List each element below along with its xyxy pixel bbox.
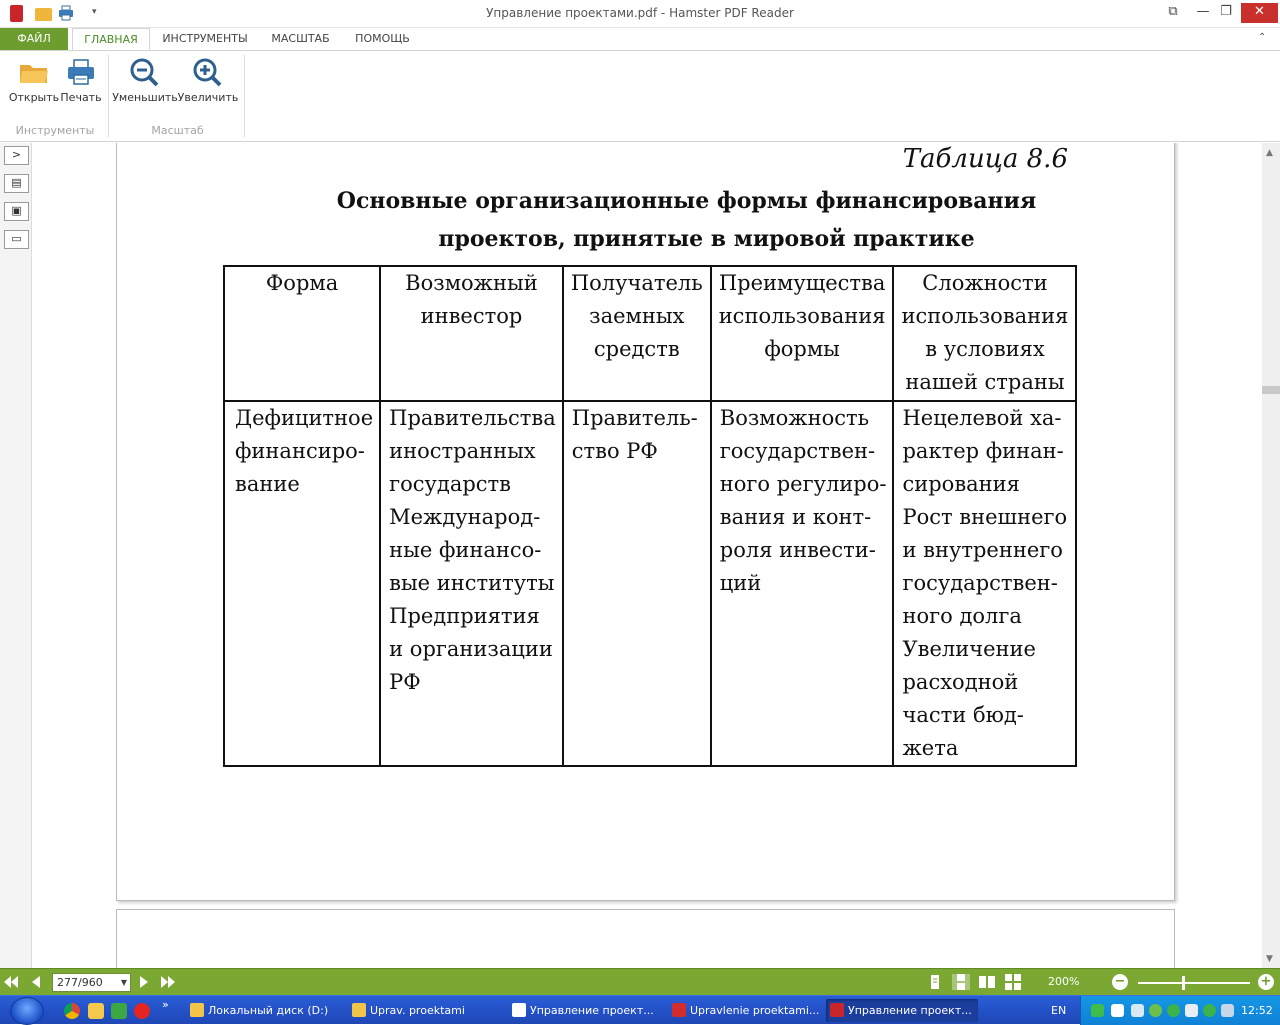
zoom-in-label: Увеличить xyxy=(177,91,239,104)
chevron-down-icon[interactable]: ▼ xyxy=(120,978,127,987)
pages-icon[interactable]: ▣ xyxy=(4,202,29,221)
previous-page-icon[interactable] xyxy=(28,974,44,990)
header-cell xyxy=(380,266,563,401)
cell-line: РФ xyxy=(389,670,421,694)
cell-line: финансиро- xyxy=(235,439,365,463)
cell-line: использования xyxy=(718,304,886,328)
cell-line: формы xyxy=(764,337,840,361)
collapse-ribbon-icon[interactable]: ⌃ xyxy=(1258,32,1267,43)
customize-toolbar-icon[interactable]: ▾ xyxy=(92,7,97,17)
close-button[interactable]: ✕ xyxy=(1241,3,1278,23)
tab-tools[interactable]: ИНСТРУМЕНТЫ xyxy=(162,32,248,45)
zoom-level-text: 200% xyxy=(1048,975,1080,988)
maximize-button[interactable]: ❐ xyxy=(1220,4,1232,19)
open-label: Открыть xyxy=(8,91,60,104)
scroll-down-icon[interactable]: ▼ xyxy=(1266,954,1273,964)
cell-line: и организации xyxy=(389,637,553,661)
zoom-slider-track[interactable] xyxy=(1138,982,1250,984)
zoom-plus-icon[interactable]: + xyxy=(1258,974,1274,990)
network-icon[interactable] xyxy=(1221,1004,1234,1017)
bookmarks-icon[interactable]: ▭ xyxy=(4,230,29,249)
thumbnails-icon[interactable]: ▤ xyxy=(4,174,29,193)
cell-line: использования xyxy=(901,304,1069,328)
chrome-icon[interactable] xyxy=(64,1003,80,1019)
header-cell xyxy=(711,266,894,401)
single-page-view-icon[interactable] xyxy=(926,974,944,990)
pdf-page xyxy=(116,143,1175,901)
print-button[interactable] xyxy=(58,57,104,113)
cell-line: расходной xyxy=(902,670,1019,694)
open-button[interactable] xyxy=(8,57,60,113)
tab-home[interactable]: ГЛАВНАЯ xyxy=(72,28,150,50)
zoom-slider-thumb[interactable] xyxy=(1182,976,1185,990)
cell-line: иностранных xyxy=(389,439,536,463)
taskbar-item-label: Локальный диск (D:) xyxy=(208,1004,329,1017)
cell-line: нашей страны xyxy=(905,370,1065,394)
cell-line: в условиях xyxy=(925,337,1045,361)
volume-icon[interactable] xyxy=(1185,1004,1198,1017)
next-page-icon[interactable] xyxy=(136,974,152,990)
quick-launch-more-icon[interactable]: » xyxy=(162,998,169,1011)
title-bar xyxy=(0,0,1280,28)
taskbar-item[interactable] xyxy=(668,999,820,1022)
pdf-reader-icon xyxy=(830,1003,844,1017)
minimize-button[interactable]: — xyxy=(1196,4,1210,19)
mail-icon[interactable] xyxy=(88,1003,104,1019)
group-label-scale: Масштаб xyxy=(151,124,204,137)
cell-line: Правитель- xyxy=(571,406,698,430)
zoom-out-icon xyxy=(129,57,161,87)
table-title xyxy=(117,182,1176,258)
start-button[interactable] xyxy=(10,997,44,1025)
taskbar-item-label: Upravlenie proektami... xyxy=(690,1004,820,1017)
taskbar-item[interactable] xyxy=(348,999,500,1022)
taskbar-item[interactable] xyxy=(508,999,660,1022)
tab-help[interactable]: ПОМОЩЬ xyxy=(355,32,410,45)
cell-line: средств xyxy=(593,337,680,361)
taskbar-item-label: Управление проект... xyxy=(530,1004,654,1017)
facing-view-icon[interactable] xyxy=(978,974,996,990)
vertical-scrollbar[interactable] xyxy=(1262,143,1280,968)
cell-line: Дефицитное xyxy=(235,406,374,430)
tray-app-icon[interactable] xyxy=(1091,1004,1104,1017)
table-row xyxy=(224,401,1076,766)
cell-line: Возможность xyxy=(719,406,870,430)
cell-line: государствен- xyxy=(719,439,876,463)
cell-line: Получатель xyxy=(570,271,703,295)
printer-icon xyxy=(65,57,97,87)
cell-line: Нецелевой ха- xyxy=(902,406,1062,430)
page-number-value: 277/960 xyxy=(57,976,103,989)
cell-line: Предприятия xyxy=(389,604,540,628)
cell-line: и внутреннего xyxy=(902,538,1063,562)
table-title-line-1: Основные организационные формы финансирования xyxy=(336,188,1037,214)
expand-panel-icon[interactable]: > xyxy=(4,146,29,165)
info-icon[interactable] xyxy=(1167,1004,1180,1017)
cell-line: государств xyxy=(389,472,511,496)
cell-line: ного долга xyxy=(902,604,1022,628)
cell-line: Рост внешнего xyxy=(902,505,1068,529)
cell-line: роля инвести- xyxy=(719,538,876,562)
taskbar-item-label: Uprav. proektami xyxy=(370,1004,465,1017)
cell-line: заемных xyxy=(589,304,685,328)
document-view[interactable] xyxy=(32,143,1262,968)
table-cell xyxy=(224,401,380,766)
tab-file[interactable]: ФАЙЛ xyxy=(0,28,68,50)
cell-line: ций xyxy=(719,571,762,595)
cell-line: Преимущества xyxy=(718,271,886,295)
launcher-icon[interactable] xyxy=(111,1003,127,1019)
os-taskbar xyxy=(0,995,1280,1024)
tray-keyboard-icon[interactable] xyxy=(1111,1004,1124,1017)
last-page-icon[interactable] xyxy=(160,974,176,990)
cell-line: вание xyxy=(235,472,300,496)
zoom-in-icon xyxy=(192,57,224,87)
flag-icon[interactable] xyxy=(1131,1004,1144,1017)
cell-line: Сложности xyxy=(922,271,1048,295)
yandex-icon[interactable] xyxy=(134,1003,150,1019)
taskbar-item-label: Управление проект... xyxy=(848,1004,972,1017)
document-icon xyxy=(512,1003,526,1017)
cell-line: рактер финан- xyxy=(902,439,1064,463)
header-cell xyxy=(224,266,380,401)
check-icon[interactable] xyxy=(1203,1004,1216,1017)
folder-open-icon xyxy=(18,57,50,87)
cell-line: Возможный xyxy=(405,271,538,295)
cell-line: вания и конт- xyxy=(719,505,872,529)
language-indicator[interactable]: EN xyxy=(1051,1004,1067,1017)
ribbon-panel xyxy=(0,50,1280,142)
zoom-minus-icon[interactable]: − xyxy=(1112,974,1128,990)
cell-line: государствен- xyxy=(902,571,1058,595)
status-bar xyxy=(0,968,1280,995)
zoom-out-button[interactable] xyxy=(112,57,178,113)
book-icon xyxy=(672,1003,686,1017)
continuous-facing-view-icon[interactable] xyxy=(1004,974,1022,990)
financing-table xyxy=(223,265,1077,767)
cell-line: ного регулиро- xyxy=(719,472,887,496)
cell-line: ные финансо- xyxy=(389,538,542,562)
cell-line: инвестор xyxy=(420,304,523,328)
cell-line: сирования xyxy=(902,472,1020,496)
cell-line: вые институты xyxy=(389,571,555,595)
ribbon-tabs xyxy=(0,28,1280,50)
cell-line: Международ- xyxy=(389,505,541,529)
cell-line: Форма xyxy=(265,271,339,295)
first-page-icon[interactable] xyxy=(3,974,19,990)
tray-sync-icon[interactable] xyxy=(1149,1004,1162,1017)
scroll-up-icon[interactable]: ▲ xyxy=(1266,148,1273,158)
zoom-in-button[interactable] xyxy=(177,57,239,113)
zoom-out-label: Уменьшить xyxy=(112,91,178,104)
scroll-thumb[interactable] xyxy=(1262,386,1280,394)
cell-line: ство РФ xyxy=(571,439,658,463)
taskbar-item[interactable] xyxy=(186,999,338,1022)
table-caption: Таблица 8.6 xyxy=(902,144,1068,174)
folder-icon xyxy=(190,1003,204,1017)
cell-line: жета xyxy=(902,736,959,760)
side-panel xyxy=(0,143,32,968)
table-title-line-2: проектов, принятые в мировой практике xyxy=(438,226,975,252)
table-header-row xyxy=(224,266,1076,401)
print-label: Печать xyxy=(60,91,102,104)
folder-icon xyxy=(352,1003,366,1017)
header-cell xyxy=(563,266,711,401)
window-title: Управление проектами.pdf - Hamster PDF Reader xyxy=(486,6,794,20)
page-number-field[interactable] xyxy=(52,973,131,992)
table-cell xyxy=(380,401,563,766)
table-cell xyxy=(711,401,894,766)
cell-line: части бюд- xyxy=(902,703,1024,727)
cell-line: Правительства xyxy=(389,406,556,430)
tab-scale[interactable]: МАСШТАБ xyxy=(271,32,330,45)
taskbar-item-active[interactable] xyxy=(826,999,978,1022)
continuous-view-icon[interactable] xyxy=(952,974,970,990)
header-cell xyxy=(893,266,1076,401)
next-pdf-page xyxy=(116,909,1175,968)
fullscreen-button[interactable]: ⧉ xyxy=(1168,4,1178,19)
cell-line: Увеличение xyxy=(902,637,1036,661)
clock: 12:52 xyxy=(1241,1004,1273,1017)
table-cell xyxy=(563,401,711,766)
group-label-tools: Инструменты xyxy=(15,124,95,137)
system-tray xyxy=(1080,996,1280,1025)
table-cell xyxy=(893,401,1076,766)
